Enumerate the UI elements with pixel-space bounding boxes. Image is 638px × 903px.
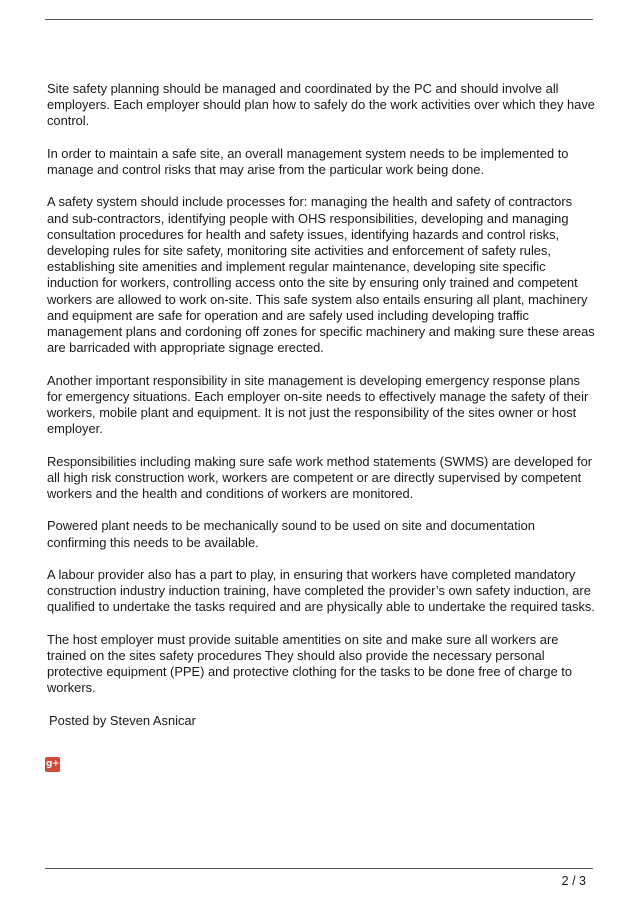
paragraph-swms: Responsibilities including making sure safe work method statements (SWMS) are developed for all high risk construction work, workers are competent or are directly supervised by competent workers and the health and conditions of workers are monitored. bbox=[47, 453, 593, 502]
posted-by: Posted by Steven Asnicar bbox=[49, 712, 196, 728]
header-divider bbox=[45, 19, 593, 20]
paragraph-labour-provider: A labour provider also has a part to play, in ensuring that workers have completed mandatory construction industry induction training, have completed the provider’s own safety induction, are qualified to undertake the tasks required and are physically able to undertake the required tasks. bbox=[47, 567, 595, 615]
google-plus-icon[interactable]: g+ bbox=[45, 757, 60, 772]
paragraph-emergency-response: Another important responsibility in site management is developing emergency response plans for emergency situations. Each employer on-site needs to effectively manage the safety of their workers, mobile plant and equipment. It is not just the responsibility of the sites owner or host employer. bbox=[47, 372, 589, 437]
paragraph-management-system: In order to maintain a safe site, an overall management system needs to be implemented to manage and control risks that may arise from the particular work being done. bbox=[47, 145, 569, 177]
paragraph-site-safety-planning: Site safety planning should be managed and coordinated by the PC and should involve all employers. Each employer should plan how to safely do the work activities over which they have control. bbox=[47, 81, 595, 129]
paragraph-host-employer: The host employer must provide suitable amentities on site and make sure all workers are trained on the sites safety procedures They should also provide the necessary personal protective equipment (PPE) and protective clothing for the tasks to be done free of charge to workers. bbox=[47, 631, 573, 696]
page-number: 2 / 3 bbox=[561, 874, 586, 888]
paragraph-powered-plant: Powered plant needs to be mechanically sound to be used on site and documentation confirming this needs to be available. bbox=[47, 518, 535, 550]
document-body bbox=[47, 81, 595, 729]
footer-divider bbox=[45, 868, 593, 869]
paragraph-safety-system: A safety system should include processes for: managing the health and safety of contractors and sub-contractors, identifying people with OHS responsibilities, developing and managing consultation procedures for health and safety issues, identifying hazards and control risks, developing rules for site safety, monitoring site activities and enforcement of safety rules, establishing site amenities and implement regular maintenance, developing site specific induction for workers, controlling access onto the site by ensuring only trained and competent workers are allowed to work on-site. This safe system also entails ensuring all plant, machinery and equipment are safe for operation and are safely used including developing traffic management plans and cordoning off zones for specific machinery and making sure these areas are barricaded with appropriate signage erected. bbox=[47, 194, 595, 356]
